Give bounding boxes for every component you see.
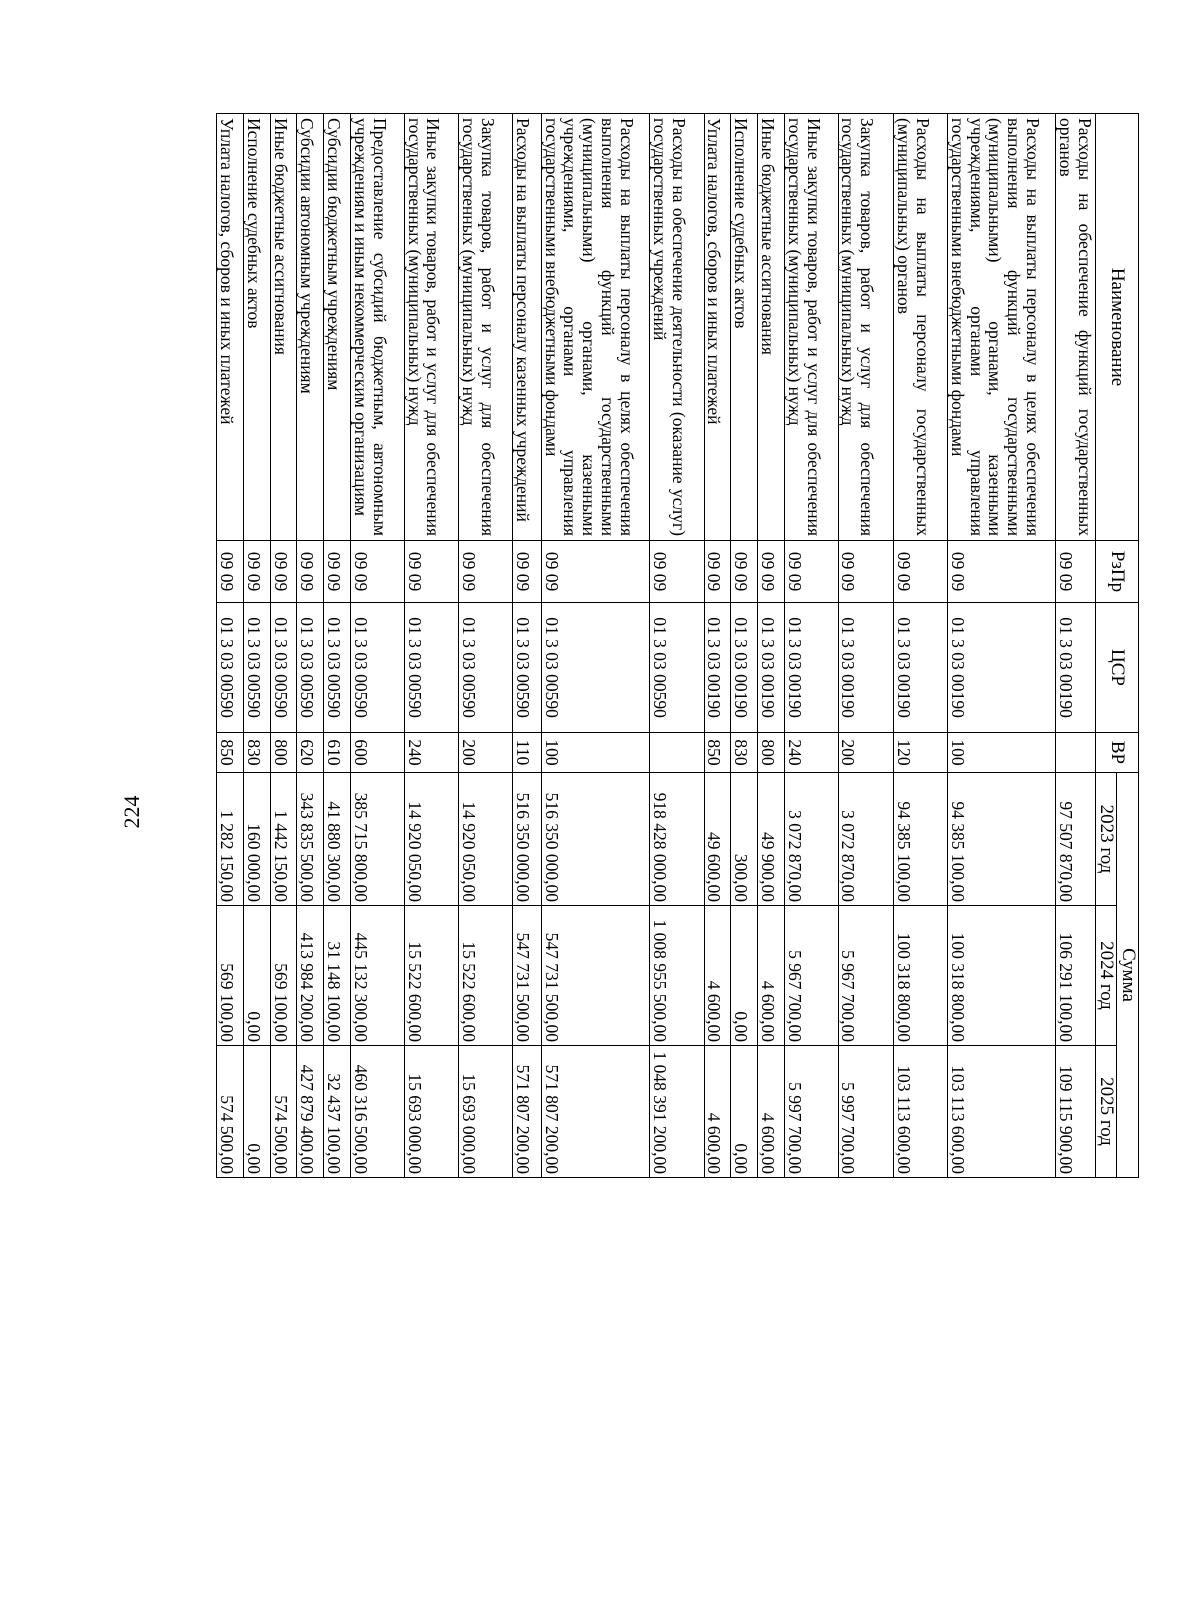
row-rzpr: 09 09 — [270, 541, 297, 603]
row-vr — [1056, 733, 1096, 773]
row-name: Расходы на выплаты персоналу государственных (муниципальных) органов — [894, 114, 948, 541]
row-name: Иные бюджетные ассигнования — [270, 114, 297, 541]
header-year-2024: 2024 год — [1095, 906, 1117, 1046]
row-sum-2025: 4 600,00 — [704, 1046, 731, 1178]
row-rzpr: 09 09 — [894, 541, 948, 603]
row-csr: 01 3 03 00190 — [758, 603, 785, 733]
row-sum-2025: 460 316 500,00 — [351, 1046, 405, 1178]
table-row — [459, 114, 513, 1178]
row-sum-2023: 97 507 870,00 — [1056, 773, 1096, 906]
row-name: Иные бюджетные ассигнования — [758, 114, 785, 541]
table-row — [947, 114, 1055, 1178]
table-row — [297, 114, 324, 1178]
header-year-2023: 2023 год — [1095, 773, 1117, 906]
row-name: Уплата налогов, сборов и иных платежей — [704, 114, 731, 541]
row-vr: 240 — [404, 733, 459, 773]
row-sum-2023: 1 282 150,00 — [217, 773, 244, 906]
header-name: Наименование — [1095, 114, 1138, 541]
row-rzpr: 09 09 — [351, 541, 405, 603]
row-name: Исполнение судебных актов — [243, 114, 270, 541]
row-vr: 850 — [217, 733, 244, 773]
row-vr: 610 — [324, 733, 351, 773]
row-sum-2024: 445 132 300,00 — [351, 906, 405, 1046]
row-name: Расходы на обеспечение функций государственных органов — [1056, 114, 1096, 541]
header-year-2025: 2025 год — [1095, 1046, 1117, 1178]
table-row — [324, 114, 351, 1178]
row-sum-2025: 571 807 200,00 — [512, 1046, 541, 1178]
page-number: 224 — [119, 795, 144, 829]
row-sum-2025: 574 500,00 — [270, 1046, 297, 1178]
row-vr: 110 — [512, 733, 541, 773]
row-rzpr: 09 09 — [324, 541, 351, 603]
row-sum-2025: 1 048 391 200,00 — [649, 1046, 704, 1178]
row-sum-2025: 0,00 — [243, 1046, 270, 1178]
row-sum-2023: 3 072 870,00 — [838, 773, 894, 906]
row-sum-2024: 15 522 600,00 — [459, 906, 513, 1046]
row-sum-2023: 343 835 500,00 — [297, 773, 324, 906]
header-sum: Сумма — [1117, 773, 1139, 1178]
header-vr: ВР — [1095, 733, 1138, 773]
table-row — [758, 114, 785, 1178]
budget-table-container — [216, 113, 1139, 1177]
row-name: Уплата налогов, сборов и иных платежей — [217, 114, 244, 541]
row-vr: 800 — [758, 733, 785, 773]
row-csr: 01 3 03 00190 — [947, 603, 1055, 733]
row-csr: 01 3 03 00190 — [704, 603, 731, 733]
table-row — [243, 114, 270, 1178]
row-vr: 200 — [838, 733, 894, 773]
row-csr: 01 3 03 00590 — [649, 603, 704, 733]
row-name: Исполнение судебных актов — [731, 114, 758, 541]
row-sum-2025: 571 807 200,00 — [541, 1046, 649, 1178]
row-sum-2023: 41 880 300,00 — [324, 773, 351, 906]
row-name: Иные закупки товаров, работ и услуг для обеспечения государственных (муниципальных) нужд — [404, 114, 459, 541]
row-sum-2023: 1 442 150,00 — [270, 773, 297, 906]
row-vr: 800 — [270, 733, 297, 773]
row-csr: 01 3 03 00190 — [894, 603, 948, 733]
row-rzpr: 09 09 — [512, 541, 541, 603]
row-sum-2023: 918 428 000,00 — [649, 773, 704, 906]
row-sum-2023: 300,00 — [731, 773, 758, 906]
row-rzpr: 09 09 — [297, 541, 324, 603]
row-rzpr: 09 09 — [541, 541, 649, 603]
row-rzpr: 09 09 — [704, 541, 731, 603]
row-sum-2024: 413 984 200,00 — [297, 906, 324, 1046]
row-sum-2023: 385 715 800,00 — [351, 773, 405, 906]
table-row — [731, 114, 758, 1178]
row-rzpr: 09 09 — [1056, 541, 1096, 603]
table-row — [838, 114, 894, 1178]
budget-table — [216, 113, 1139, 1178]
row-rzpr: 09 09 — [838, 541, 894, 603]
row-sum-2025: 15 693 000,00 — [459, 1046, 513, 1178]
row-csr: 01 3 03 00190 — [838, 603, 894, 733]
row-sum-2024: 5 967 700,00 — [838, 906, 894, 1046]
row-sum-2025: 0,00 — [731, 1046, 758, 1178]
row-vr: 200 — [459, 733, 513, 773]
row-sum-2025: 109 115 900,00 — [1056, 1046, 1096, 1178]
row-rzpr: 09 09 — [758, 541, 785, 603]
row-vr: 240 — [784, 733, 838, 773]
row-csr: 01 3 03 00590 — [297, 603, 324, 733]
row-sum-2023: 14 920 050,00 — [404, 773, 459, 906]
row-name: Расходы на выплаты персоналу в целях обеспечения выполнения функций государственными (муниципальными) органами, казенными учреждениями, органами управления государственными внебюджетными фондами — [947, 114, 1055, 541]
row-sum-2024: 0,00 — [731, 906, 758, 1046]
row-sum-2023: 94 385 100,00 — [894, 773, 948, 906]
table-row — [784, 114, 838, 1178]
row-name: Закупка товаров, работ и услуг для обеспечения государственных (муниципальных) нужд — [459, 114, 513, 541]
row-sum-2025: 427 879 400,00 — [297, 1046, 324, 1178]
row-sum-2024: 5 967 700,00 — [784, 906, 838, 1046]
row-sum-2025: 15 693 000,00 — [404, 1046, 459, 1178]
row-vr: 100 — [947, 733, 1055, 773]
row-sum-2025: 32 437 100,00 — [324, 1046, 351, 1178]
row-csr: 01 3 03 00190 — [1056, 603, 1096, 733]
table-row — [649, 114, 704, 1178]
row-vr: 120 — [894, 733, 948, 773]
row-csr: 01 3 03 00590 — [512, 603, 541, 733]
row-sum-2023: 14 920 050,00 — [459, 773, 513, 906]
row-sum-2024: 100 318 800,00 — [947, 906, 1055, 1046]
row-csr: 01 3 03 00190 — [784, 603, 838, 733]
row-vr — [649, 733, 704, 773]
row-sum-2023: 160 000,00 — [243, 773, 270, 906]
row-sum-2024: 569 100,00 — [217, 906, 244, 1046]
row-sum-2023: 3 072 870,00 — [784, 773, 838, 906]
row-rzpr: 09 09 — [459, 541, 513, 603]
row-sum-2024: 0,00 — [243, 906, 270, 1046]
row-rzpr: 09 09 — [649, 541, 704, 603]
row-csr: 01 3 03 00590 — [459, 603, 513, 733]
row-sum-2024: 15 522 600,00 — [404, 906, 459, 1046]
row-rzpr: 09 09 — [243, 541, 270, 603]
row-csr: 01 3 03 00590 — [243, 603, 270, 733]
row-csr: 01 3 03 00590 — [404, 603, 459, 733]
header-rzpr: РзПр — [1095, 541, 1138, 603]
row-sum-2025: 574 500,00 — [217, 1046, 244, 1178]
row-name: Расходы на выплаты персоналу казенных учреждений — [512, 114, 541, 541]
row-vr: 830 — [243, 733, 270, 773]
row-csr: 01 3 03 00590 — [324, 603, 351, 733]
row-sum-2024: 547 731 500,00 — [512, 906, 541, 1046]
row-name: Субсидии бюджетным учреждениям — [324, 114, 351, 541]
row-rzpr: 09 09 — [947, 541, 1055, 603]
row-vr: 100 — [541, 733, 649, 773]
row-sum-2023: 94 385 100,00 — [947, 773, 1055, 906]
row-csr: 01 3 03 00590 — [351, 603, 405, 733]
table-row — [217, 114, 244, 1178]
row-csr: 01 3 03 00190 — [731, 603, 758, 733]
row-vr: 830 — [731, 733, 758, 773]
row-rzpr: 09 09 — [784, 541, 838, 603]
row-sum-2024: 100 318 800,00 — [894, 906, 948, 1046]
row-rzpr: 09 09 — [731, 541, 758, 603]
row-sum-2025: 103 113 600,00 — [894, 1046, 948, 1178]
row-sum-2023: 516 350 000,00 — [541, 773, 649, 906]
row-name: Закупка товаров, работ и услуг для обеспечения государственных (муниципальных) нужд — [838, 114, 894, 541]
row-sum-2024: 569 100,00 — [270, 906, 297, 1046]
row-name: Предоставление субсидий бюджетным, автономным учреждениям и иным некоммерческим организациям — [351, 114, 405, 541]
row-csr: 01 3 03 00590 — [541, 603, 649, 733]
table-row — [1056, 114, 1096, 1178]
row-csr: 01 3 03 00590 — [270, 603, 297, 733]
row-name: Расходы на выплаты персоналу в целях обеспечения выполнения функций государственными (муниципальными) органами, казенными учреждениями, органами управления государственными внебюджетными фондами — [541, 114, 649, 541]
row-name: Субсидии автономным учреждениям — [297, 114, 324, 541]
row-sum-2023: 49 900,00 — [758, 773, 785, 906]
table-row — [704, 114, 731, 1178]
row-name: Иные закупки товаров, работ и услуг для обеспечения государственных (муниципальных) нужд — [784, 114, 838, 541]
row-csr: 01 3 03 00590 — [217, 603, 244, 733]
row-rzpr: 09 09 — [217, 541, 244, 603]
table-row — [894, 114, 948, 1178]
header-csr: ЦСР — [1095, 603, 1138, 733]
row-sum-2025: 5 997 700,00 — [838, 1046, 894, 1178]
row-sum-2023: 49 600,00 — [704, 773, 731, 906]
row-rzpr: 09 09 — [404, 541, 459, 603]
row-sum-2024: 106 291 100,00 — [1056, 906, 1096, 1046]
row-sum-2023: 516 350 000,00 — [512, 773, 541, 906]
table-body — [217, 114, 1096, 1178]
row-sum-2025: 5 997 700,00 — [784, 1046, 838, 1178]
row-sum-2025: 4 600,00 — [758, 1046, 785, 1178]
table-row — [404, 114, 459, 1178]
row-sum-2024: 4 600,00 — [704, 906, 731, 1046]
table-row — [351, 114, 405, 1178]
table-row — [512, 114, 541, 1178]
row-sum-2025: 103 113 600,00 — [947, 1046, 1055, 1178]
row-name: Расходы на обеспечение деятельности (оказание услуг) государственных учреждений — [649, 114, 704, 541]
row-sum-2024: 1 008 955 500,00 — [649, 906, 704, 1046]
row-vr: 620 — [297, 733, 324, 773]
table-row — [541, 114, 649, 1178]
table-row — [270, 114, 297, 1178]
row-sum-2024: 4 600,00 — [758, 906, 785, 1046]
row-vr: 600 — [351, 733, 405, 773]
row-sum-2024: 31 148 100,00 — [324, 906, 351, 1046]
row-vr: 850 — [704, 733, 731, 773]
row-sum-2024: 547 731 500,00 — [541, 906, 649, 1046]
